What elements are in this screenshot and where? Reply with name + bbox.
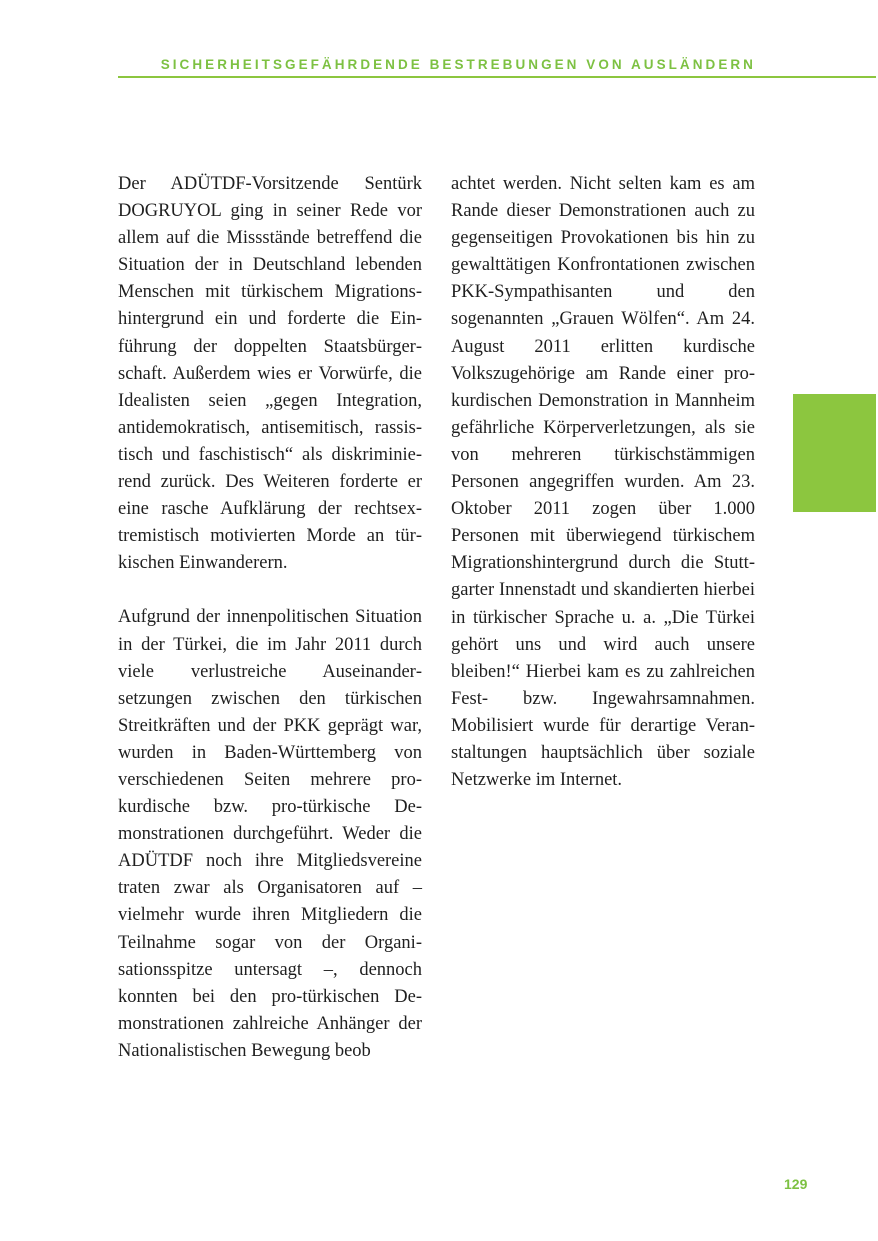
page-number: 129: [784, 1176, 808, 1192]
running-header: [118, 57, 876, 76]
right-text-column: [451, 171, 755, 794]
left-paragraph-2: Aufgrund der innenpolitischen Situation in der Türkei, die im Jahr 2011 durch viele verlustreiche Auseinandersetzungen zwischen den türkischen Streitkräften und der PKK geprägt war, wurden in Baden-Württemberg von verschiedenen Seiten mehrere pro-kurdische bzw. pro-türkische Demonstrationen durchgeführt. Weder die ADÜTDF noch ihre Mitgliedsvereine traten zwar als Organisatoren auf – vielmehr wurde ihren Mitgliedern die Teilnahme sogar von der Organisationsspitze untersagt –, dennoch konnten bei den pro-türkischen Demonstrationen zahlreiche Anhänger der Nationalistischen Bewegung beob: [118, 607, 422, 1061]
running-header-title: SICHERHEITSGEFÄHRDENDE BESTREBUNGEN VON AUSLÄNDERN: [160, 57, 756, 72]
chapter-thumb-tab: [793, 394, 876, 512]
left-text-column: [118, 171, 422, 1065]
left-paragraph-1: Der ADÜTDF-Vorsitzende Sentürk DOGRUYOL ging in seiner Rede vor allem auf die Missstände betreffend die Situation der in Deutschland lebenden Menschen mit türkischem Migrationshintergrund ein und forderte die Einführung der doppelten Staatsbürgerschaft. Außerdem wies er Vorwürfe, die Idealisten seien „gegen Integration, antidemokratisch, antisemitisch, rassistisch und faschistisch“ als diskriminierend zurück. Des Weiteren forderte er eine rasche Aufklärung der rechtsextremistisch motivierten Morde an türkischen Einwanderern.: [118, 174, 422, 574]
header-rule: [118, 76, 876, 78]
right-paragraph-1: achtet werden. Nicht selten kam es am Rande dieser Demonstrationen auch zu gegenseitigen Provokationen bis hin zu gewalttätigen Konfrontationen zwischen PKK-Sympathisanten und den sogenannten „Grauen Wölfen“. Am 24. August 2011 erlitten kurdische Volkszugehörige am Rande einer prokurdischen Demonstration in Mannheim gefährliche Körperverletzungen, als sie von mehreren türkischstämmigen Personen angegriffen wurden. Am 23. Oktober 2011 zogen über 1.000 Personen mit überwiegend türkischem Migrationshintergrund durch die Stuttgarter Innenstadt und skandierten hierbei in türkischer Sprache u. a. „Die Türkei gehört uns und wird auch unsere bleiben!“ Hierbei kam es zu zahlreichen Fest- bzw. Ingewahrsamnahmen. Mobilisiert wurde für derartige Veranstaltungen hauptsächlich über soziale Netzwerke im Internet.: [451, 174, 755, 791]
